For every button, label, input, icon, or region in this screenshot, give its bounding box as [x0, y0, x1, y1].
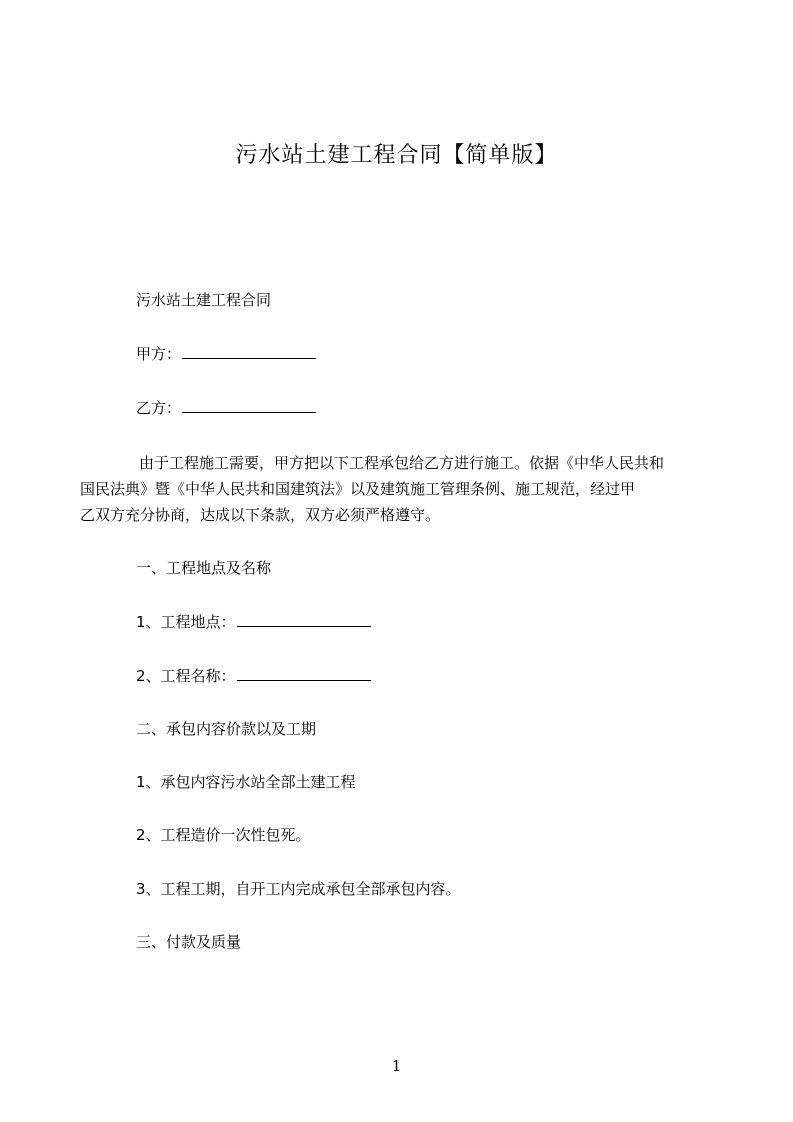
section2-item2: 2、工程造价一次性包死。 [136, 826, 311, 844]
project-name-blank [237, 666, 371, 681]
section3-heading: 三、付款及质量 [136, 933, 242, 951]
intro-line: 由于工程施工需要，甲方把以下工程承包给乙方进行施工。依据《中华人民共和 [139, 454, 665, 472]
project-location-label: 1、工程地点： [136, 613, 236, 631]
party-b-line [136, 398, 316, 418]
project-name-line [136, 666, 371, 686]
page-number: 1 [391, 1057, 402, 1075]
intro-paragraph [80, 450, 720, 528]
section1-heading: 一、工程地点及名称 [136, 559, 272, 577]
project-location-line [136, 612, 371, 632]
party-b-label: 乙方： [136, 399, 182, 417]
section2-heading: 二、承包内容价款以及工期 [136, 720, 317, 738]
project-name-label: 2、工程名称： [136, 667, 236, 685]
intro-line: 乙双方充分协商，达成以下条款，双方必须严格遵守。 [80, 506, 441, 524]
section2-item1: 1、承包内容污水站全部土建工程 [136, 773, 356, 791]
contract-subtitle: 污水站土建工程合同 [136, 291, 272, 309]
intro-line: 国民法典》暨《中华人民共和国建筑法》以及建筑施工管理条例、施工规范，经过甲 [80, 480, 636, 498]
project-location-blank [237, 612, 371, 627]
party-b-blank [182, 398, 316, 413]
party-a-label: 甲方： [136, 345, 182, 363]
section2-item3: 3、工程工期，自开工内完成承包全部承包内容。 [136, 880, 461, 898]
party-a-blank [182, 344, 316, 359]
document-title: 污水站土建工程合同【简单版】 [235, 143, 558, 168]
party-a-line [136, 344, 316, 364]
